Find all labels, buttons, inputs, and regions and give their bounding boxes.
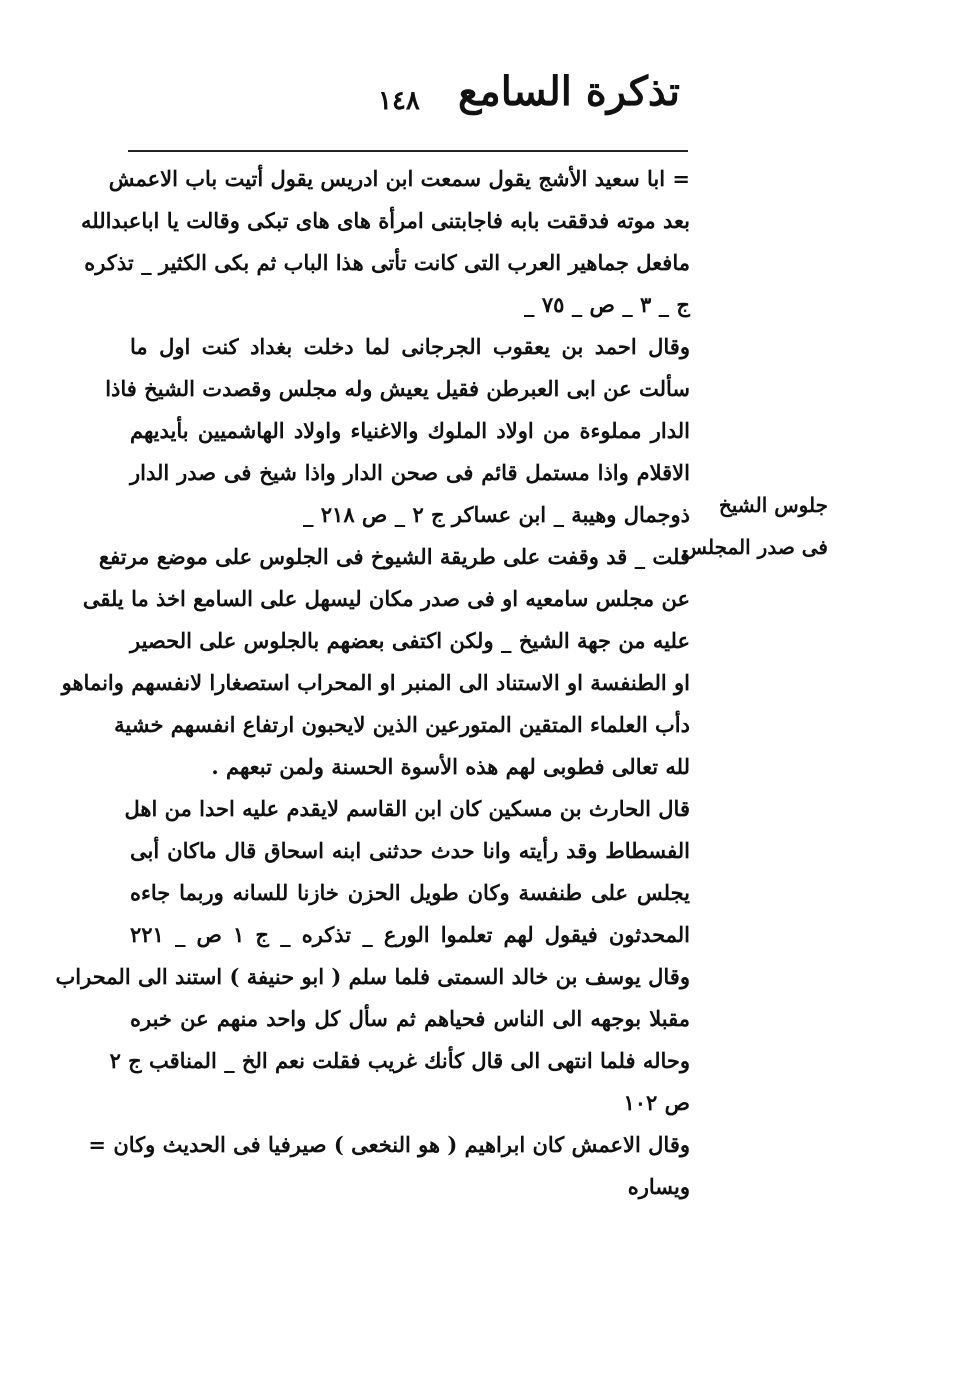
text-line: عليه من جهة الشيخ _ ولكن اكتفى بعضهم بالجلوس على الحصير bbox=[130, 628, 690, 653]
text-line: المحدثون فيقول لهم تعلموا الورع _ تذكره _ ج ١ ص _ ٢٢١ bbox=[130, 922, 690, 947]
text-line: او الطنفسة او الاستناد الى المنبر او المحراب استصغارا لانفسهم وانماهو bbox=[61, 670, 690, 695]
text-line: لله تعالى فطوبى لهم هذه الأسوة الحسنة ولمن تبعهم . bbox=[211, 754, 690, 779]
text-line: وقال احمد بن يعقوب الجرجانى لما دخلت بغداد كنت اول ما bbox=[130, 334, 690, 359]
text-line: ويساره bbox=[627, 1174, 690, 1199]
text-line: وقال الاعمش كان ابراهيم ( هو النخعى ) صيرفيا فى الحديث وكان = bbox=[88, 1132, 690, 1157]
header-rule bbox=[128, 150, 688, 152]
text-line: = ابا سعيد الأشج يقول سمعت ابن ادريس يقول أتيت باب الاعمش bbox=[108, 166, 690, 191]
text-line: بعد موته فدققت بابه فاجابتنى امرأة هاى هاى تبكى وقالت يا اباعبدالله bbox=[80, 208, 690, 233]
margin-note: جلوس الشيخ bbox=[718, 493, 828, 517]
text-line: الفسطاط وقد رأيته وانا حدث حدثنى ابنه اسحاق قال ماكان أبى bbox=[130, 838, 690, 863]
body-text bbox=[55, 158, 690, 1208]
text-line: يجلس على طنفسة وكان طويل الحزن خازنا للسانه وربما جاءه bbox=[130, 880, 690, 905]
text-line: وحاله فلما انتهى الى قال كأنك غريب فقلت نعم الخ _ المناقب ج ٢ bbox=[109, 1048, 690, 1073]
running-title: تذكرة السامع bbox=[457, 68, 680, 115]
text-line: مقبلا بوجهه الى الناس فحياهم ثم سأل كل واحد منهم عن خبره bbox=[130, 1006, 690, 1031]
text-line: مافعل جماهير العرب التى كانت تأتى هذا الباب ثم بكى الكثير _ تذكره bbox=[84, 250, 690, 275]
margin-note: فى صدر المجلس bbox=[682, 535, 828, 559]
page-number: ١٤٨ bbox=[378, 86, 420, 116]
text-line: الدار مملوءة من اولاد الملوك والاغنياء واولاد الهاشميين بأيديهم bbox=[130, 418, 690, 443]
text-line: وقال يوسف بن خالد السمتى فلما سلم ( ابو حنيفة ) استند الى المحراب bbox=[55, 964, 690, 989]
text-line: عن مجلس سامعيه او فى صدر مكان ليسهل على السامع اخذ ما يلقى bbox=[82, 586, 690, 611]
text-line: قلت _ قد وقفت على طريقة الشيوخ فى الجلوس على موضع مرتفع bbox=[98, 544, 690, 569]
text-line: ص ١٠٢ bbox=[623, 1090, 690, 1115]
text-line: دأب العلماء المتقين المتورعين الذين لايحبون ارتفاع انفسهم خشية bbox=[114, 712, 690, 737]
text-line: ذوجمال وهيبة _ ابن عساكر ج ٢ _ ص ٢١٨ _ bbox=[302, 502, 690, 527]
text-line: الاقلام واذا مستمل قائم فى صحن الدار واذا شيخ فى صدر الدار bbox=[130, 460, 690, 485]
text-line: قال الحارث بن مسكين كان ابن القاسم لايقدم عليه احدا من اهل bbox=[124, 796, 690, 821]
text-line: ج _ ٣ _ ص _ ٧٥ _ bbox=[524, 292, 690, 317]
text-line: سألت عن ابى العبرطن فقيل يعيش وله مجلس وقصدت الشيخ فاذا bbox=[105, 376, 690, 401]
